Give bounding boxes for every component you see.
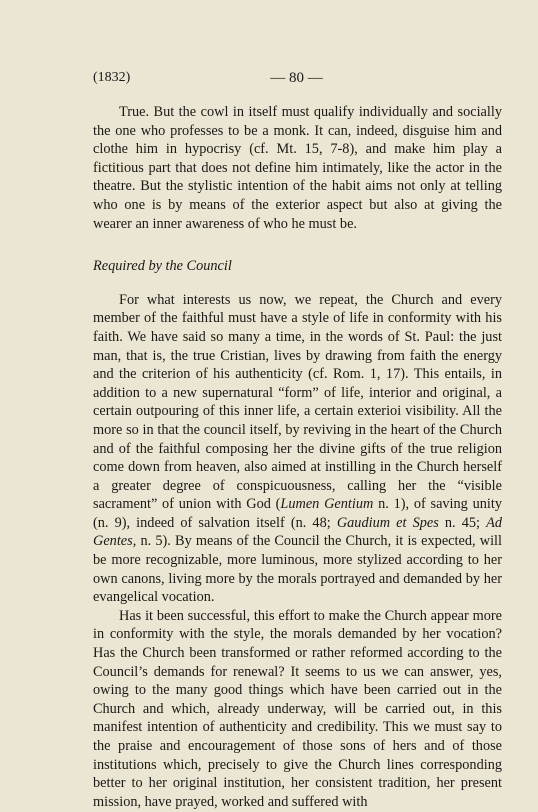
paragraph-2-text-c: n. 45;: [438, 514, 487, 531]
page-header: [93, 70, 500, 90]
citation-lumen-gentium: Lumen Gentium: [280, 496, 374, 513]
paragraph-2-text-a: For what interests us now, we repeat, the Church and every member of the faithful must have a style of life in conformity with his faith. We have said so many a time, in the words of St. Paul: the just man, that is, the true Cristian, lives by drawing from faith the energy and the criterion of his authenticity (cf. Rom. 1, 17). This entails, in addition to a new supernatural “form” of life, interior and original, a certain outpouring of this inner life, a certain exterioi visibility. All the more so in that the council itself, by reviving in the heart of the Church and of the faithful composing her the divine gifts of the true religion come down from heaven, also aimed at instilling in the Church herself a greater degree of conspicuousness, calling her the “visible sacrament” of union with God (: [93, 291, 502, 513]
citation-gaudium-et-spes: Gaudium et Spes: [336, 514, 439, 531]
running-head-ref: (1832): [93, 70, 131, 85]
page-number: — 80 —: [270, 70, 323, 86]
section-heading: Required by the Council: [93, 258, 232, 275]
body-text: [93, 103, 502, 811]
paragraph-3: Has it been successful, this effort to make the Church appear more in conformity with the style, the morals demanded by her vocation? Has the Church been transformed or rather reformed according to the Council’s demands for renewal? It seems to us we can answer, yes, owing to the many good things which have been carried out in the Church and which, already underway, will be carried out, in this manifest intention of authenticity and credibility. This we must say to the praise and encouragement of those sons of hers and of those institutions which, precisely to give the Church lines corresponding better to her original institution, her consistent tradition, her present mission, have prayed, worked and suffered with: [93, 607, 502, 810]
paragraph-1: True. But the cowl in itself must qualify individually and socially the one who professes to be a monk. It can, indeed, disguise him and clothe him in hypocrisy (cf. Mt. 15, 7-8), and make him play a fictitious part that does not define him intimately, like the actor in the theatre. But the stylistic intention of the habit aims not only at telling who one is by means of the exterior aspect but also at giving the wearer an inner awareness of who he must be.: [93, 104, 502, 232]
paragraph-2-text-d: n. 5). By means of the Council the Church, it is expected, will be more recognizable, more luminous, more stylized according to her own canons, living more by the morals portrayed and demanded by her evangelical vocation.: [93, 533, 502, 606]
paragraph-2: [93, 291, 502, 607]
paragraph-2-text-b: n. 1), of saving unity (n. 9), indeed of salvation itself (n. 48;: [93, 496, 502, 531]
citation-ad-gentes: Ad Gentes,: [93, 514, 503, 550]
